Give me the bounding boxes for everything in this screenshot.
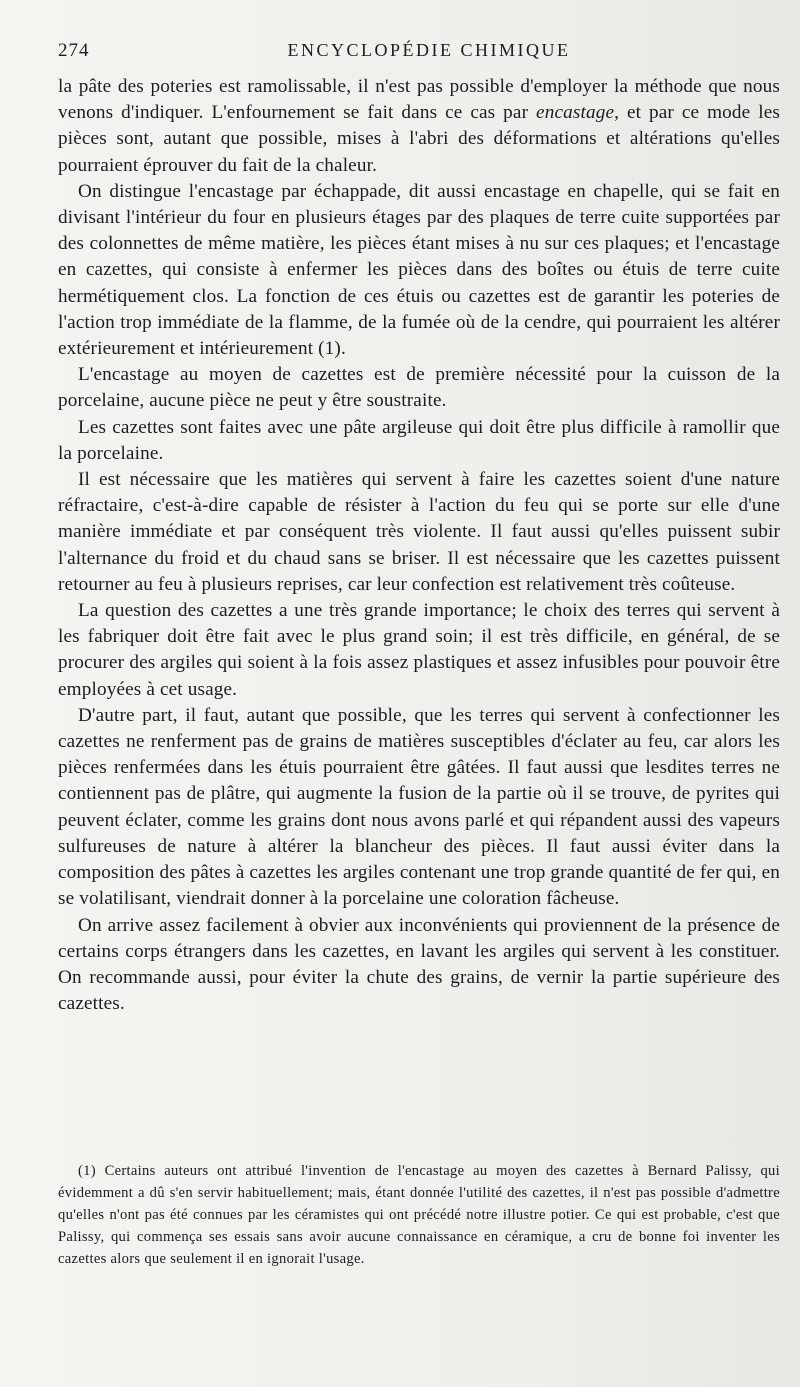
main-text: [58, 74, 780, 1017]
page-header: [58, 40, 760, 68]
paragraph-text: la pâte des poteries est ramolissable, il n'est pas possible d'employer la méthode que nous venons d'indiquer. L'enfournement se fait dans ce cas par: [58, 76, 780, 124]
paragraph: Il est nécessaire que les matières qui servent à faire les cazettes soient d'une nature réfractaire, c'est-à-dire capable de résister à l'action du feu qui se porte sur elle d'une manière immédiate et par conséquent très violente. Il faut aussi qu'elles puissent subir l'alternance du froid et du chaud sans se briser. Il est nécessaire que les cazettes puissent retourner au feu à plusieurs reprises, car leur confection est relativement très coûteuse.: [58, 469, 780, 595]
paragraph: La question des cazettes a une très grande importance; le choix des terres qui servent à les fabriquer doit être fait avec le plus grand soin; il est très difficile, en général, de se procurer des argiles qui soient à la fois assez plastiques et assez infusibles pour pouvoir être employées à cet usage.: [58, 600, 780, 700]
paragraph: L'encastage au moyen de cazettes est de première nécessité pour la cuisson de la porcelaine, aucune pièce ne peut y être soustraite.: [58, 364, 780, 412]
paragraph: D'autre part, il faut, autant que possible, que les terres qui servent à confectionner les cazettes ne renferment pas de grains de matières susceptibles d'éclater au feu, car alors les pièces renfermées dans les étuis pourraient être gâtées. Il faut aussi que lesdites terres ne contiennent pas de plâtre, qui augmente la fusion de la partie où il se trouve, de pyrites qui peuvent éclater, comme les grains dont nous avons parlé et qui répandent aussi des vapeurs sulfureuses de nature à altérer la blancheur des pièces. Il faut aussi éviter dans la composition des pâtes à cazettes les argiles contenant une trop grande quantité de fer qui, en se volatilisant, viendrait donner à la porcelaine une coloration fâcheuse.: [58, 704, 780, 910]
paragraph: On distingue l'encastage par échappade, dit aussi encastage en chapelle, qui se fait en divisant l'intérieur du four en plusieurs étages par des plaques de terre cuite supportées par des colonnettes de même matière, les pièces étant mises à nu sur ces plaques; et l'encastage en cazettes, qui consiste à enfermer les pièces dans des boîtes ou étuis de terre cuite hermétiquement clos. La fonction de ces étuis ou cazettes est de garantir les poteries de l'action trop immédiate de la flamme, de la fumée où de la cendre, qui pourraient les altérer extérieurement et intérieurement (1).: [58, 180, 780, 360]
page-number: 274: [58, 40, 90, 61]
paragraph: [58, 74, 780, 179]
paragraph: Les cazettes sont faites avec une pâte argileuse qui doit être plus difficile à ramollir que la porcelaine.: [58, 416, 780, 464]
paragraph-text: , et par ce mode les pièces sont, autant que possible, mises à l'abri des déformations et altérations qu'elles pourraient éprouver du fait de la chaleur.: [58, 102, 780, 176]
italic-term: encastage: [536, 102, 615, 124]
footnotes: [58, 1160, 780, 1270]
paragraph: On arrive assez facilement à obvier aux inconvénients qui proviennent de la présence de certains corps étrangers dans les cazettes, en lavant les argiles qui servent à les constituer. On recommande aussi, pour éviter la chute des grains, de vernir la partie supérieure des cazettes.: [58, 914, 780, 1015]
running-title: ENCYCLOPÉDIE CHIMIQUE: [287, 40, 571, 60]
footnote: (1) Certains auteurs ont attribué l'invention de l'encastage au moyen des cazettes à Bernard Palissy, qui évidemment a dû s'en servir habituellement; mais, étant donnée l'utilité des cazettes, il n'est pas possible d'admettre qu'elles n'ont pas été connues par les céramistes qui ont précédé notre illustre potier. Ce qui est probable, c'est que Palissy, qui commença ses essais sans avoir aucune connaissance en céramique, a cru de bonne foi inventer les cazettes alors que seulement il en ignorait l'usage.: [58, 1163, 780, 1267]
